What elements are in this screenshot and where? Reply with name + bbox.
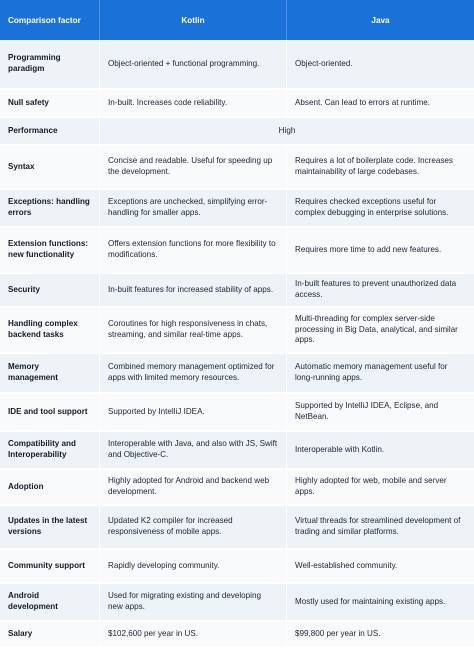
row-java: Highly adopted for web, mobile and server apps.: [287, 470, 474, 506]
header-comparison-factor: Comparison factor: [0, 0, 100, 40]
row-factor: Adoption: [0, 470, 100, 506]
row-factor: Community support: [0, 550, 100, 584]
row-kotlin: Highly adopted for Android and backend web development.: [100, 470, 287, 506]
table-row: [0, 118, 474, 146]
table-row: [0, 190, 474, 228]
table-row: [0, 40, 474, 90]
row-kotlin: Rapidly developing community.: [100, 550, 287, 584]
table-row: [0, 432, 474, 470]
row-java: Virtual threads for streamlined development of trading and similar platforms.: [287, 506, 474, 550]
header-java: Java: [287, 0, 474, 40]
table-row: [0, 584, 474, 622]
row-java: $99,800 per year in US.: [287, 622, 474, 648]
table-row: [0, 622, 474, 648]
row-java: In-built features to prevent unauthorized data access.: [287, 274, 474, 308]
table-row: [0, 146, 474, 190]
row-java: Well-established community.: [287, 550, 474, 584]
row-kotlin: In-built features for increased stability of apps.: [100, 274, 287, 308]
row-kotlin: Coroutines for high responsiveness in chats, streaming, and similar real-time apps.: [100, 308, 287, 354]
row-java: Multi-threading for complex server-side processing in Big Data, analytical, and similar apps.: [287, 308, 474, 354]
row-kotlin: Object-oriented + functional programming.: [100, 40, 287, 90]
table-row: [0, 470, 474, 506]
table-row: [0, 550, 474, 584]
table-row: [0, 506, 474, 550]
row-factor: Security: [0, 274, 100, 308]
row-factor: Syntax: [0, 146, 100, 190]
row-java: Automatic memory management useful for long-running apps.: [287, 354, 474, 394]
row-java: Mostly used for maintaining existing apps.: [287, 584, 474, 622]
row-factor: Performance: [0, 118, 100, 146]
row-kotlin: $102,600 per year in US.: [100, 622, 287, 648]
table-row: [0, 308, 474, 354]
row-factor: Programming paradigm: [0, 40, 100, 90]
row-java: Object-oriented.: [287, 40, 474, 90]
row-kotlin: Used for migrating existing and developing new apps.: [100, 584, 287, 622]
row-factor: Extension functions: new functionality: [0, 228, 100, 274]
row-kotlin: Interoperable with Java, and also with JS, Swift and Objective-C.: [100, 432, 287, 470]
row-factor: Android development: [0, 584, 100, 622]
row-kotlin: Concise and readable. Useful for speeding up the development.: [100, 146, 287, 190]
row-kotlin: In-built. Increases code reliability.: [100, 90, 287, 118]
row-java: Supported by IntelliJ IDEA, Eclipse, and NetBean.: [287, 394, 474, 432]
row-factor: Salary: [0, 622, 100, 648]
table-row: [0, 90, 474, 118]
row-factor: Exceptions: handling errors: [0, 190, 100, 228]
row-factor: Handling complex backend tasks: [0, 308, 100, 354]
row-kotlin: Combined memory management optimized for apps with limited memory resources.: [100, 354, 287, 394]
table-header-row: [0, 0, 474, 40]
row-kotlin: Offers extension functions for more flexibility to modifications.: [100, 228, 287, 274]
row-kotlin: Supported by IntelliJ IDEA.: [100, 394, 287, 432]
table-row: [0, 354, 474, 394]
row-factor: Null safety: [0, 90, 100, 118]
row-java: Absent. Can lead to errors at runtime.: [287, 90, 474, 118]
row-kotlin: Exceptions are unchecked, simplifying error-handling for smaller apps.: [100, 190, 287, 228]
row-java: Interoperable with Kotlin.: [287, 432, 474, 470]
row-factor: Compatibility and Interoperability: [0, 432, 100, 470]
row-factor: Memory management: [0, 354, 100, 394]
row-java: Requires a lot of boilerplate code. Increases maintainability of large codebases.: [287, 146, 474, 190]
row-java: Requires more time to add new features.: [287, 228, 474, 274]
table-row: [0, 228, 474, 274]
row-factor: IDE and tool support: [0, 394, 100, 432]
row-kotlin: Updated K2 compiler for increased responsiveness of mobile apps.: [100, 506, 287, 550]
row-java: Requires checked exceptions useful for complex debugging in enterprise solutions.: [287, 190, 474, 228]
table-row: [0, 394, 474, 432]
table-row: [0, 274, 474, 308]
row-factor: Updates in the latest versions: [0, 506, 100, 550]
header-kotlin: Kotlin: [100, 0, 287, 40]
row-merged-value: High: [100, 118, 474, 146]
